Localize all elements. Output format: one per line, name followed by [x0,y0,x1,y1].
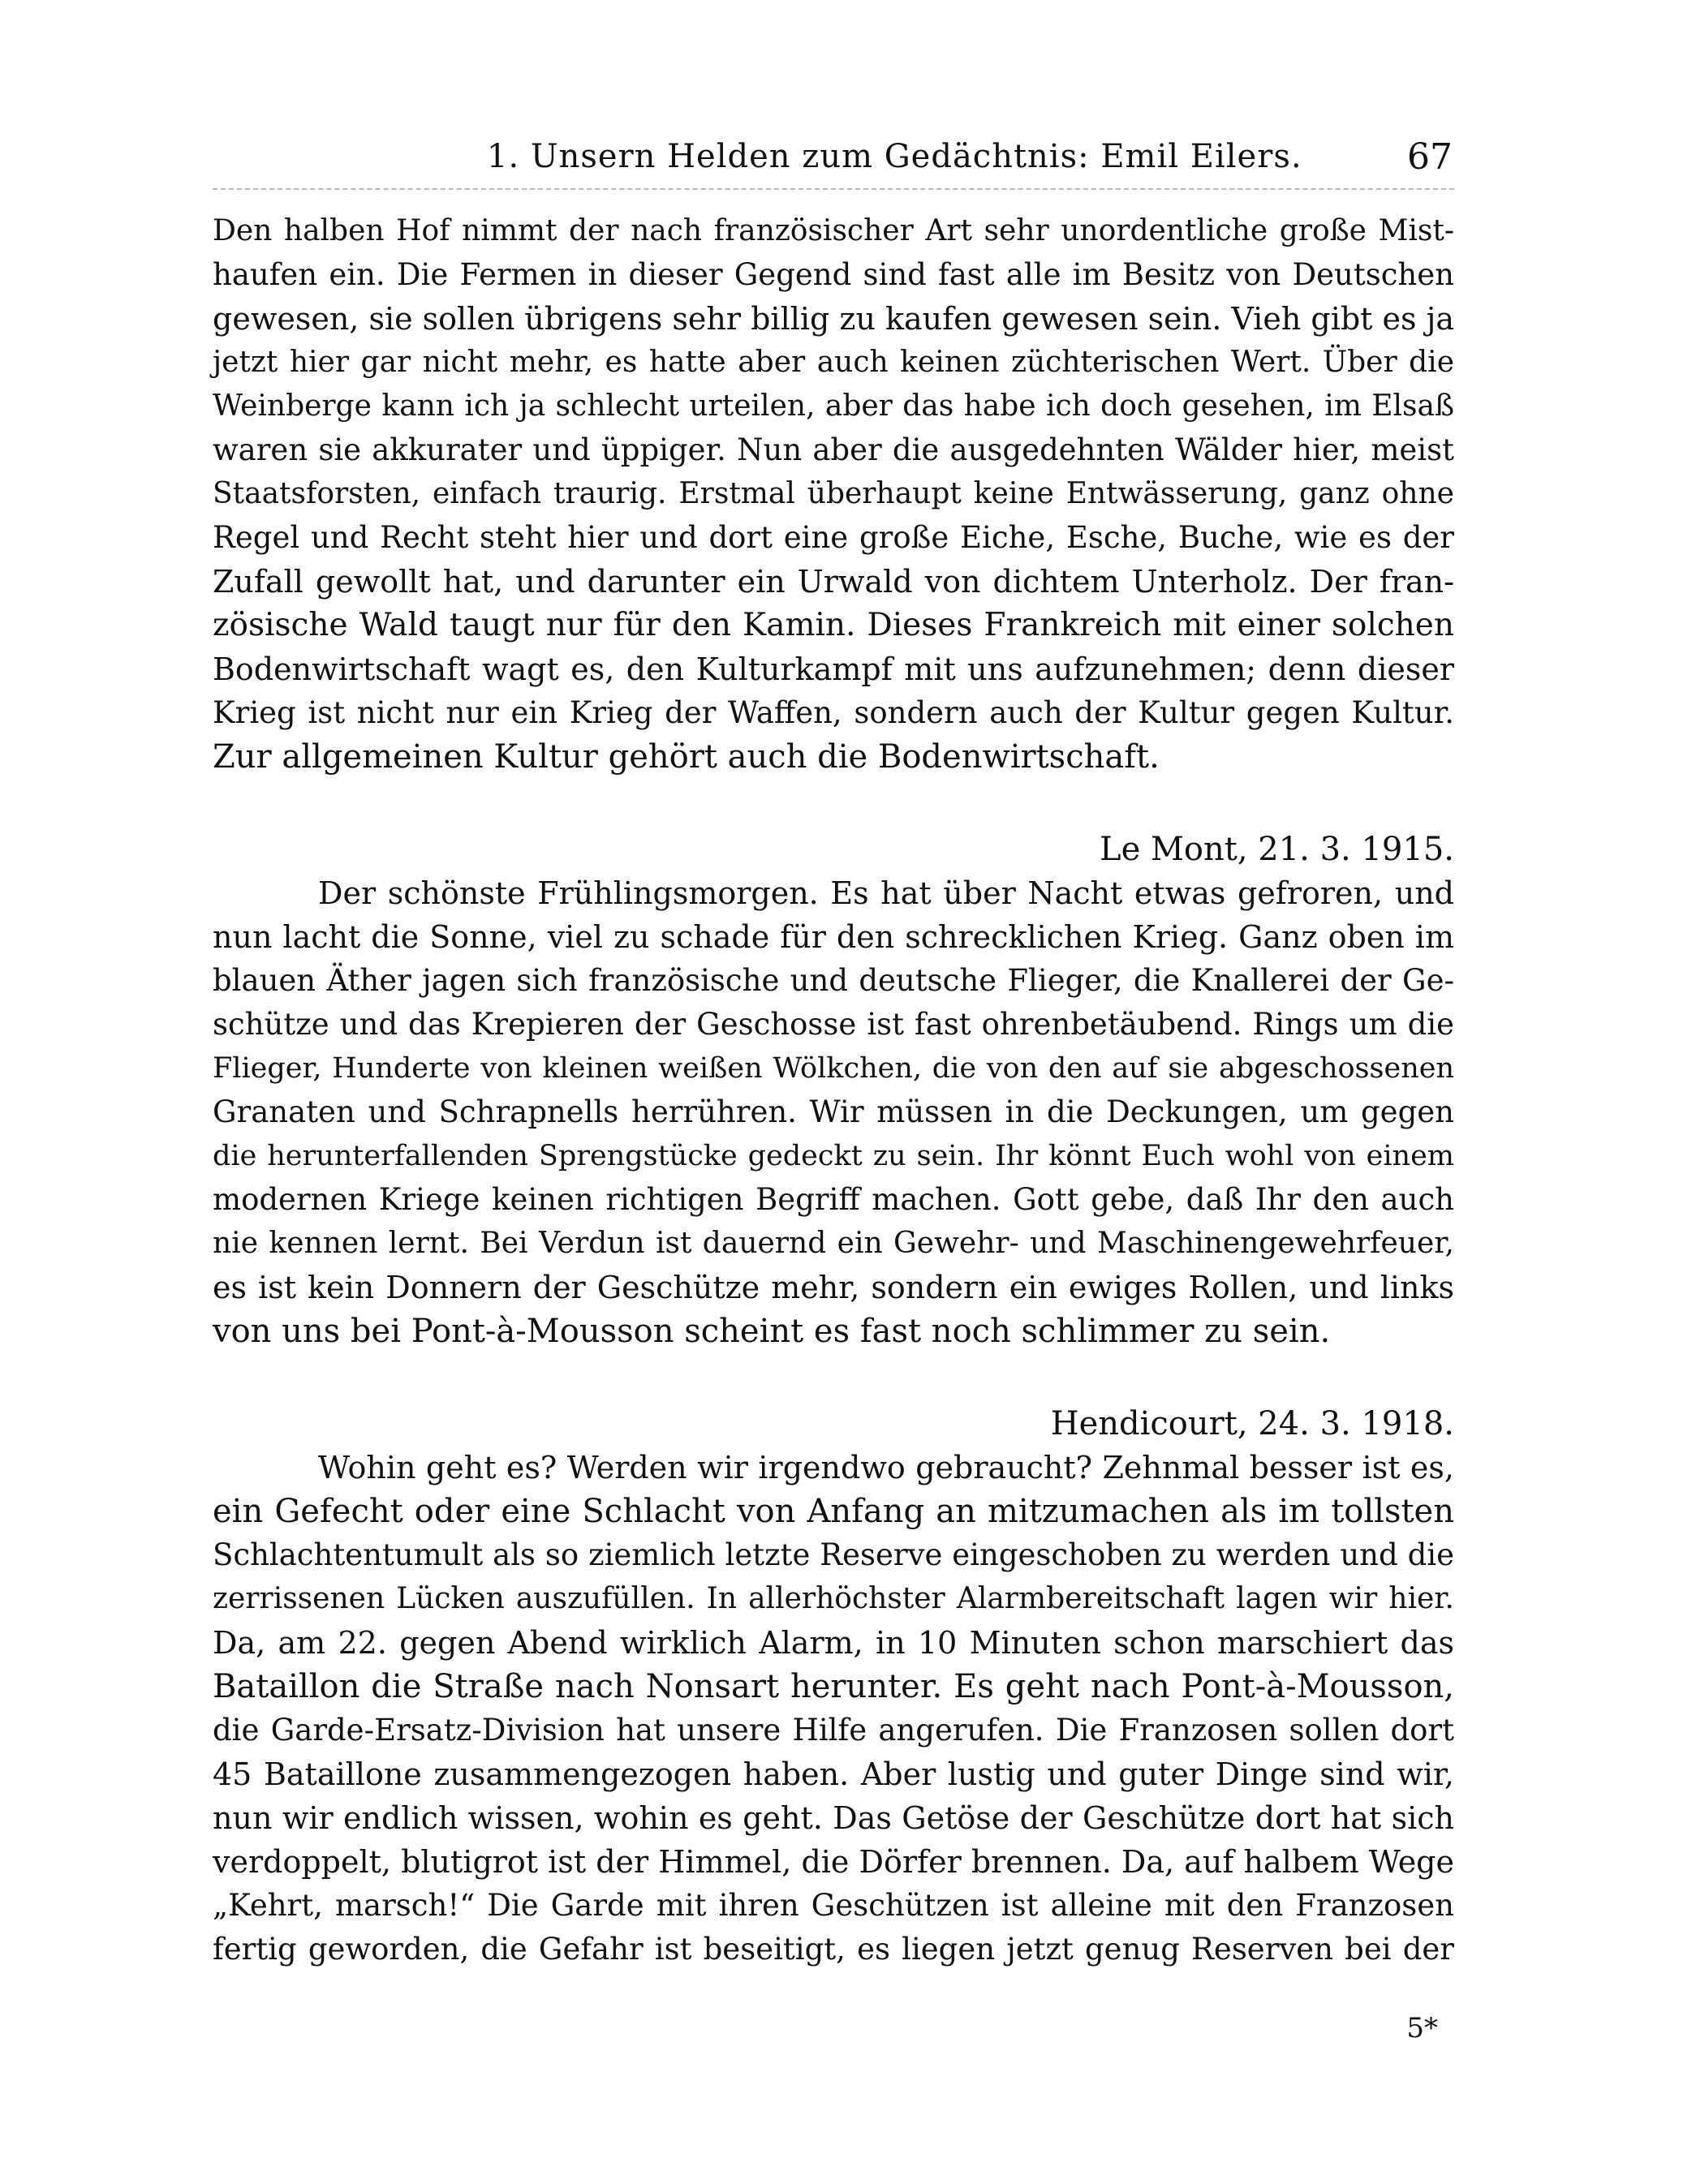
text-line: schütze und das Krepieren der Geschosse ist fast ohrenbetäubend. Rings um die [213,1007,1454,1042]
text-line: haufen ein. Die Fermen in dieser Gegend sind fast alle im Besitz von Deutschen [213,257,1454,292]
text-line: verdoppelt, blutigrot ist der Himmel, die Dörfer brennen. Da, auf halbem Wege [213,1844,1454,1880]
text-line: Staatsforsten, einfach traurig. Erstmal überhaupt keine Entwässerung, ganz ohne [213,477,1454,510]
text-line: es ist kein Donnern der Geschütze mehr, sondern ein ewiges Rollen, und links [213,1270,1454,1305]
running-head-title: 1. Unsern Helden zum Gedächtnis: Emil Eilers. [487,138,1302,175]
text-line: waren sie akkurater und üppiger. Nun aber die ausgedehnten Wälder hier, meist [213,432,1454,467]
text-line: nun lacht die Sonne, viel zu schade für den schrecklichen Krieg. Ganz oben im [213,919,1454,955]
text-line: Bodenwirtschaft wagt es, den Kulturkampf mit uns aufzunehmen; denn dieser [213,651,1454,687]
text-line: Schlachtentumult als so ziemlich letzte Reserve eingeschoben zu werden und die [213,1537,1454,1572]
text-line: Zufall gewollt hat, und darunter ein Urwald von dichtem Unterholz. Der fran- [213,564,1454,600]
text-line: Weinberge kann ich ja schlecht urteilen, aber das habe ich doch gesehen, im Elsaß [213,389,1454,423]
text-line: Krieg ist nicht nur ein Krieg der Waffen, sondern auch der Kultur gegen Kultur. [213,695,1454,730]
text-line: von uns bei Pont-à-Mousson scheint es fast noch schlimmer zu sein. [213,1313,1331,1350]
text-line: Bataillon die Straße nach Nonsart herunter. Es geht nach Pont-à-Mousson, [213,1668,1454,1705]
dateline: Hendicourt, 24. 3. 1918. [1050,1405,1454,1442]
text-line: die Garde-Ersatz-Division hat unsere Hilfe angerufen. Die Franzosen sollen dort [213,1713,1454,1748]
text-line: Flieger, Hunderte von kleinen weißen Wölkchen, die von den auf sie abgeschossenen [213,1052,1454,1085]
text-line: Zur allgemeinen Kultur gehört auch die Bodenwirtschaft. [213,738,1160,776]
text-line: fertig geworden, die Gefahr ist beseitigt, es liegen jetzt genug Reserven bei der [213,1932,1454,1967]
running-head [211,136,1453,185]
text-line: modernen Kriege keinen richtigen Begriff machen. Gott gebe, daß Ihr den auch [213,1182,1454,1217]
text-line: Da, am 22. gegen Abend wirklich Alarm, in 10 Minuten schon marschiert das [213,1625,1454,1661]
text-line: Der schönste Frühlingsmorgen. Es hat über Nacht etwas gefroren, und [318,875,1454,911]
text-line: nie kennen lernt. Bei Verdun ist dauernd ein Gewehr- und Maschinengewehrfeuer, [213,1227,1454,1260]
text-line: gewesen, sie sollen übrigens sehr billig zu kaufen gewesen sein. Vieh gibt es ja [213,301,1455,337]
text-line: „Kehrt, marsch!“ Die Garde mit ihren Geschützen ist alleine mit den Franzosen [213,1888,1454,1923]
text-line: jetzt hier gar nicht mehr, es hatte aber auch keinen züchterischen Wert. Über die [213,346,1454,379]
text-line: Wohin geht es? Werden wir irgendwo gebraucht? Zehnmal besser ist es, [318,1450,1454,1485]
text-line: Den halben Hof nimmt der nach französischer Art sehr unordentliche große Mist- [213,214,1454,247]
text-line: zerrissenen Lücken auszufüllen. In allerhöchster Alarmbereitschaft lagen wir hier. [213,1582,1454,1615]
text-line: Regel und Recht steht hier und dort eine große Eiche, Esche, Buche, wie es der [213,520,1454,555]
text-line: Granaten und Schrapnells herrühren. Wir müssen in die Deckungen, um gegen [213,1094,1454,1129]
text-line: 45 Bataillone zusammengezogen haben. Aber lustig und guter Dinge sind wir, [213,1756,1454,1792]
page-number: 67 [1407,136,1453,178]
text-line: ein Gefecht oder eine Schlacht von Anfang an mitzumachen als im tollsten [213,1493,1454,1530]
signature-mark: 5* [1406,2012,1438,2044]
text-line: die herunterfallenden Sprengstücke gedeckt zu sein. Ihr könnt Euch wohl von einem [213,1140,1454,1172]
text-line: zösische Wald taugt nur für den Kamin. Dieses Frankreich mit einer solchen [213,607,1454,643]
dateline: Le Mont, 21. 3. 1915. [1100,831,1454,868]
header-rule [213,188,1454,190]
text-line: nun wir endlich wissen, wohin es geht. Das Getöse der Geschütze dort hat sich [213,1800,1454,1836]
text-line: blauen Äther jagen sich französische und deutsche Flieger, die Knallerei der Ge- [213,963,1454,998]
